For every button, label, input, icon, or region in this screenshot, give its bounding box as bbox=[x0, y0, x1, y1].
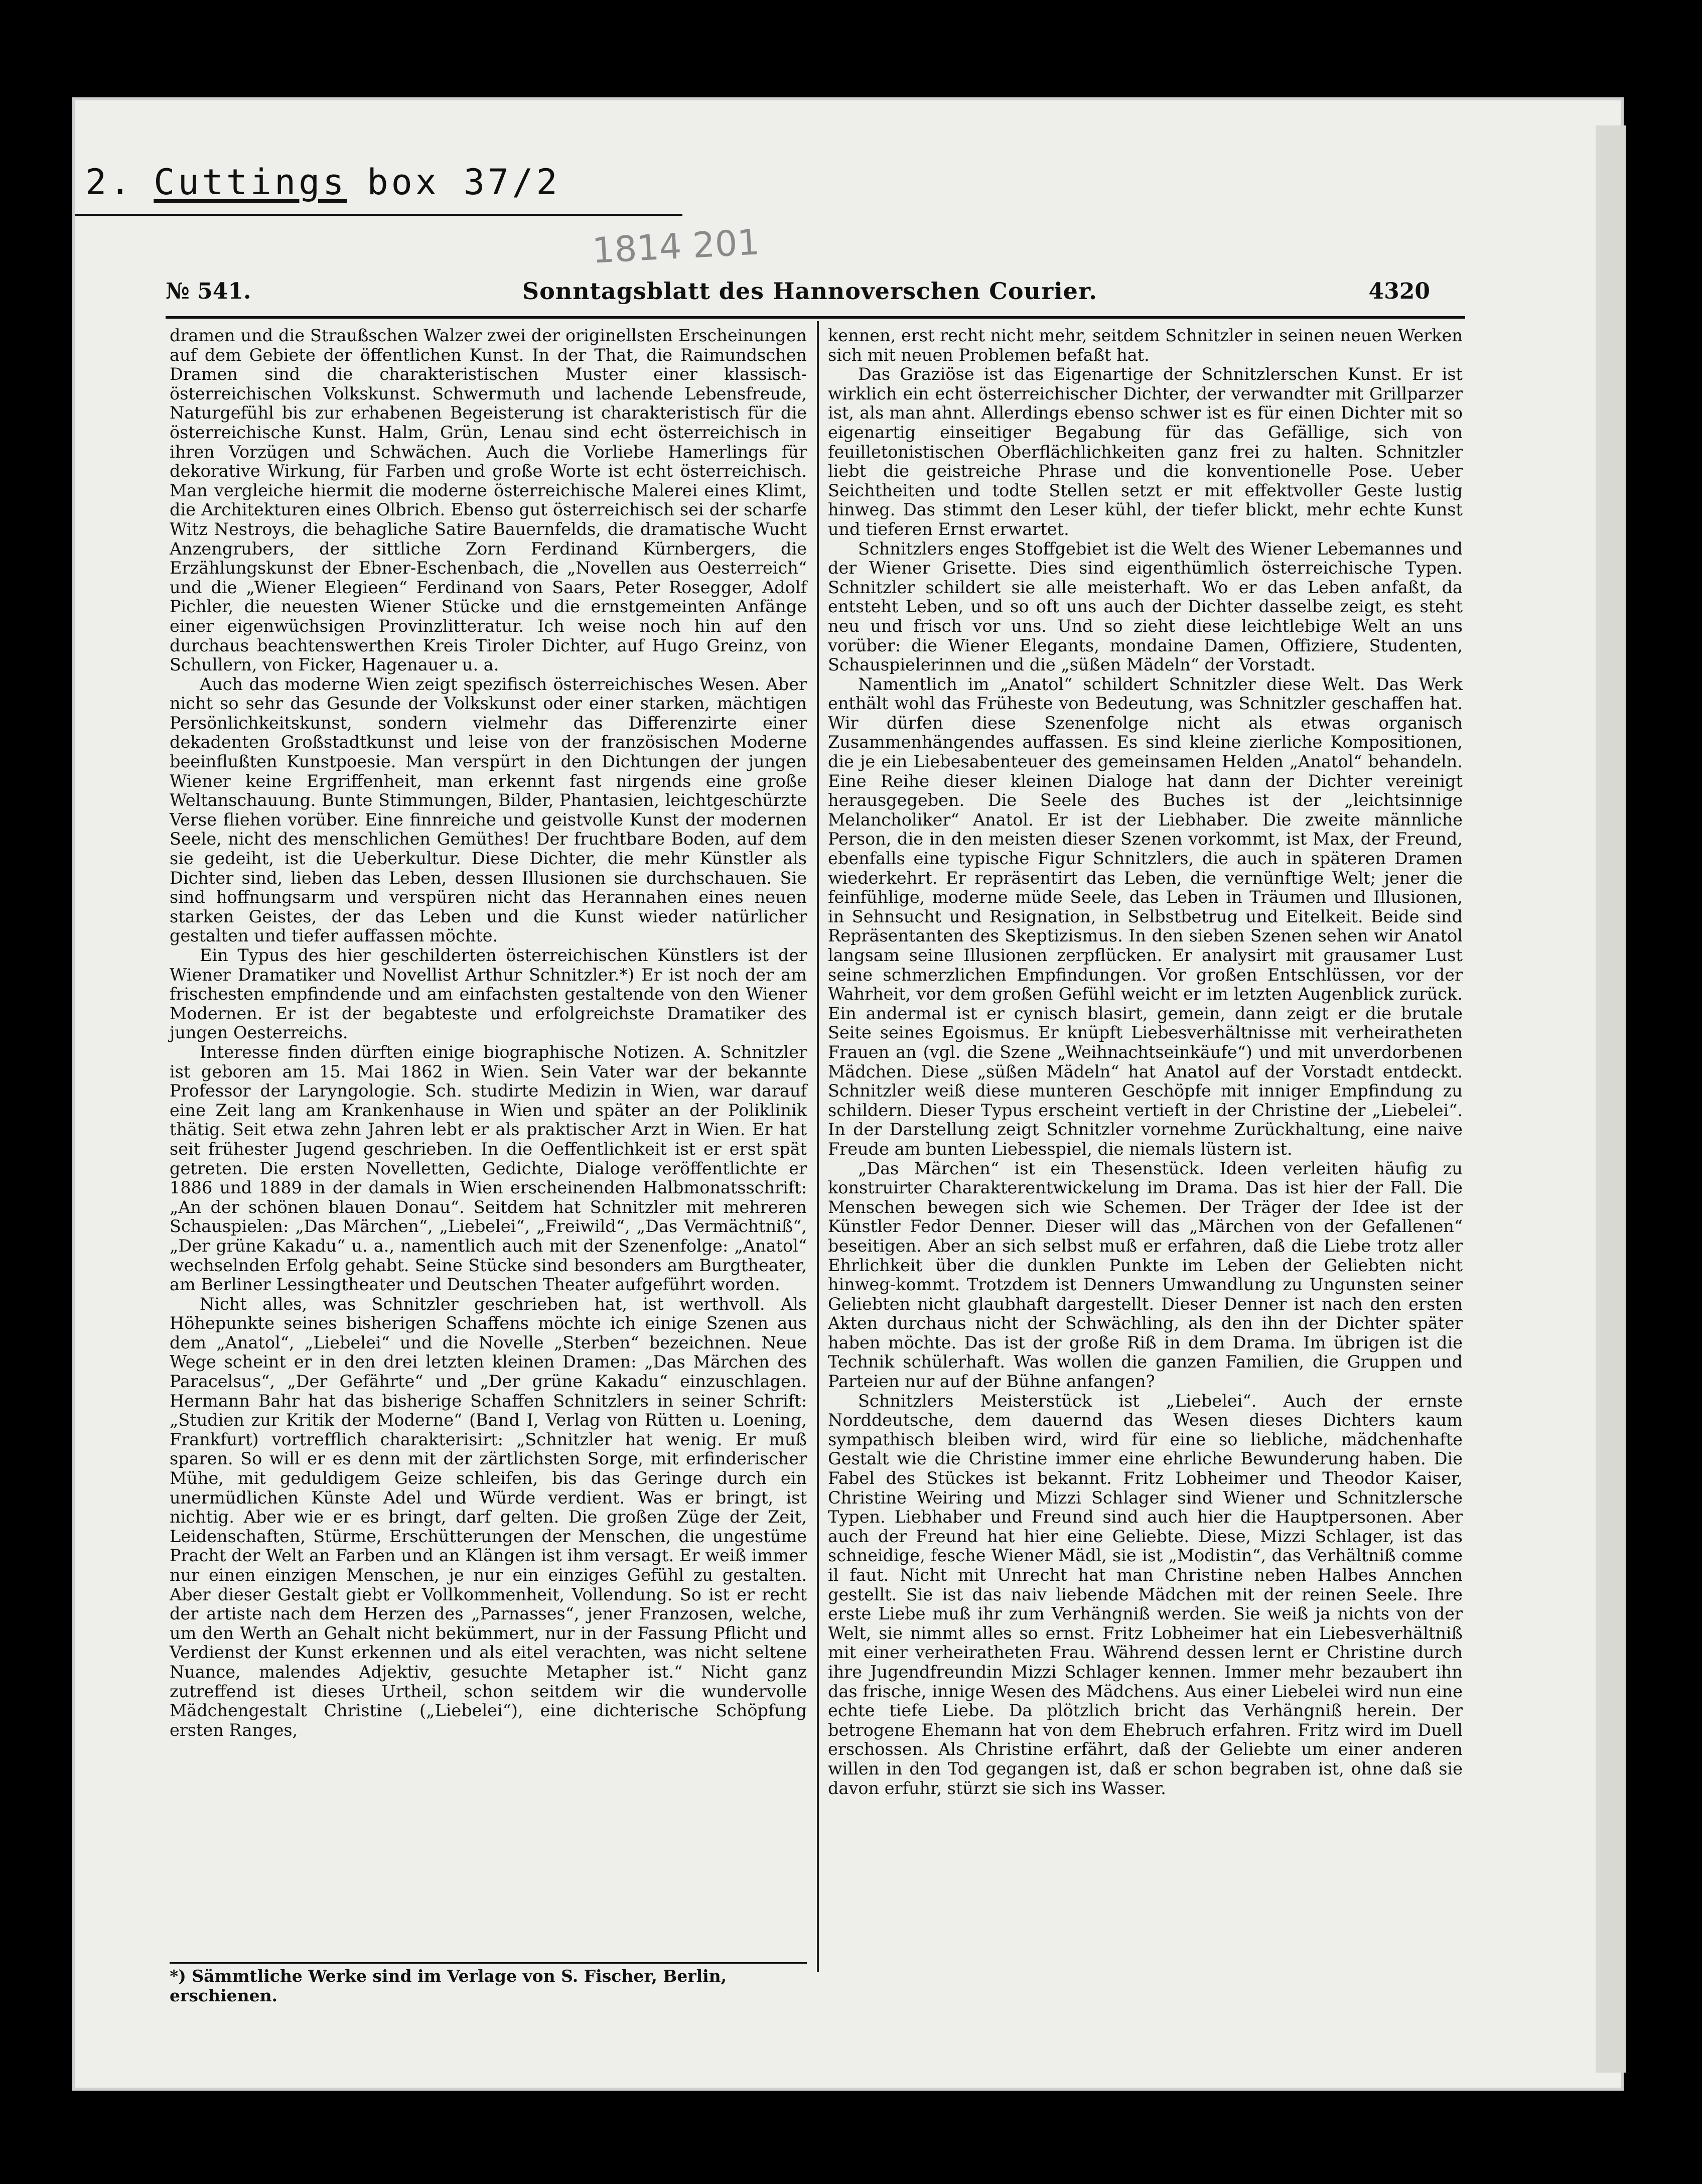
right-column bbox=[828, 326, 1463, 1798]
page-number: 4320 bbox=[1368, 278, 1430, 304]
paragraph: Interesse finden dürften einige biographische Notizen. A. Schnitzler ist geboren am 15. Mai 1862 in Wien. Sein Vater war der bekannte Professor der Laryngologie. Sch. studirte Medizin in Wien, war darauf eine Zeit lang am Krankenhause in Wien und später an der Poliklinik thätig. Seit etwa zehn Jahren lebt er als praktischer Arzt in Wien. Er hat seit frühester Jugend geschrieben. In die Oeffentlichkeit ist er erst spät getreten. Die ersten Novelletten, Gedichte, Dialoge veröffentlichte er 1886 und 1889 in der damals in Wien erscheinenden Halbmonatsschrift: „An der schönen blauen Donau“. Seitdem hat Schnitzler mit mehreren Schauspielen: „Das Märchen“, „Liebelei“, „Freiwild“, „Das Vermächtniß“, „Der grüne Kakadu“ u. a., namentlich auch mit der Szenenfolge: „Anatol“ wechselnden Erfolg gehabt. Seine Stücke sind besonders am Burgtheater, am Berliner Lessingtheater und Deutschen Theater aufgeführt worden. bbox=[170, 1042, 807, 1295]
column-divider bbox=[817, 321, 819, 1972]
footnote-rule bbox=[170, 1962, 807, 1964]
paragraph: Ein Typus des hier geschilderten österreichischen Künstlers ist der Wiener Dramatiker und Novellist Arthur Schnitzler.*) Er ist noch der am frischesten empfindende und am einfachsten gestaltende von den Wiener Modernen. Er ist der begabteste und erfolgreichste Dramatiker des jungen Oesterreichs. bbox=[170, 945, 807, 1043]
paragraph: „Das Märchen“ ist ein Thesenstück. Ideen verleiten häufig zu konstruirter Charakterentwickelung im Drama. Das ist hier der Fall. Die Menschen bewegen sich wie Schemen. Der Träger der Idee ist der Künstler Fedor Denner. Dieser will das „Märchen von der Gefallenen“ beseitigen. Aber an sich selbst muß er erfahren, daß die Liebe trotz aller Ehrlichkeit über die dunklen Punkte im Leben der Geliebten nicht hinweg-kommt. Trotzdem ist Denners Umwandlung zu Ungunsten seiner Geliebten nicht glaubhaft dargestellt. Dieser Denner ist nach den ersten Akten durchaus nicht der Schwächling, als den ihn der Dichter später haben möchte. Das ist der große Riß in dem Drama. Im übrigen ist die Technik schülerhaft. Was wollen die ganzen Familien, die Gruppen und Parteien nur auf der Bühne anfangen? bbox=[828, 1158, 1463, 1392]
left-column bbox=[170, 326, 807, 1740]
paragraph: Namentlich im „Anatol“ schildert Schnitzler diese Welt. Das Werk enthält wohl das Früheste von Bedeutung, was Schnitzler geschaffen hat. Wir dürfen diese Szenenfolge nicht als etwas organisch Zusammenhängendes auffassen. Es sind kleine zierliche Kompositionen, die je ein Liebesabenteuer des gemeinsamen Helden „Anatol“ behandeln. Eine Reihe dieser kleinen Dialoge hat dann der Dichter vereinigt herausgegeben. Die Seele des Buches ist der „leichtsinnige Melancholiker“ Anatol. Er ist der Liebhaber. Die zweite männliche Person, die in den meisten dieser Szenen vorkommt, ist Max, der Freund, ebenfalls eine typische Figur Schnitzlers, die auch in späteren Dramen wiederkehrt. Er repräsentirt das Leben, die vernünftige Welt; jener die feinfühlige, moderne müde Seele, das Leben in Träumen und Illusionen, in Sehnsucht und Resignation, in Selbstbetrug und Eitelkeit. Beide sind Repräsentanten des Skeptizismus. In den sieben Szenen sehen wir Anatol langsam seine Illusionen zerpflücken. Er analysirt mit grausamer Lust seine schmerzlichen Empfindungen. Vor großen Entschlüssen, vor der Wahrheit, vor dem großen Gefühl weicht er im letzten Augenblick zurück. Ein andermal ist er cynisch blasirt, gemein, dann zeigt er die brutale Seite seines Egoismus. Er knüpft Liebesverhältnisse mit verheiratheten Frauen an (vgl. die Szene „Weihnachtseinkäufe“) und mit unverdorbenen Mädchen. Diese „süßen Mädeln“ hat Anatol auf der Vorstadt entdeckt. Schnitzler weiß diese munteren Geschöpfe mit inniger Empfindung zu schildern. Dieser Typus erscheint vertieft in der Christine der „Liebelei“. In der Darstellung zeigt Schnitzler vornehme Zurückhaltung, eine naive Freude am bunten Liebesspiel, die niemals lüstern ist. bbox=[828, 674, 1463, 1159]
handwritten-archive-note: 1814 201 bbox=[591, 221, 761, 271]
paragraph: Nicht alles, was Schnitzler geschrieben hat, ist werthvoll. Als Höhepunkte seines bisherigen Schaffens möchte ich einige Szenen aus dem „Anatol“, „Liebelei“ und die Novelle „Sterben“ bezeichnen. Neue Wege scheint er in den drei letzten kleinen Dramen: „Das Märchen des Paracelsus“, „Der Gefährte“ und „Der grüne Kakadu“ einzuschlagen. Hermann Bahr hat das bisherige Schaffen Schnitzlers in seiner Schrift: „Studien zur Kritik der Moderne“ (Band I, Verlag von Rütten u. Loening, Frankfurt) vortrefflich charakterisirt: „Schnitzler hat wenig. Er muß sparen. So will er es denn mit der zärtlichsten Sorge, mit erfinderischer Mühe, mit geduldigem Geize schleifen, bis das Geringe durch ein unermüdlichen Künste Adel und Würde verdient. Was er bringt, ist nichtig. Aber wie er es bringt, darf gelten. Die großen Züge der Zeit, Leidenschaften, Stürme, Erschütterungen der Menschen, die ungestüme Pracht der Welt an Farben und an Klängen ist ihm versagt. Er weiß immer nur einen einzigen Menschen, je nur ein einziges Gefühl zu gestalten. Aber dieser Gestalt giebt er Vollkommenheit, Vollendung. So ist er recht der artiste nach dem Herzen des „Parnasses“, jener Franzosen, welche, um den Werth an Gehalt nicht bekümmert, nur in der Fassung Pflicht und Verdienst der Kunst erkennen und als eitel verachten, was nicht seltene Nuance, malendes Adjektiv, gesuchte Metapher ist.“ Nicht ganz zutreffend ist dieses Urtheil, schon seitdem wir die wundervolle Mädchengestalt Christine („Liebelei“), eine dichterische Schöpfung ersten Ranges, bbox=[170, 1294, 807, 1740]
archive-label-cuttings: Cuttings bbox=[154, 162, 347, 203]
archive-label-prefix: 2. bbox=[85, 162, 134, 203]
archive-label bbox=[75, 151, 682, 216]
header-rule bbox=[166, 316, 1465, 319]
paragraph: dramen und die Straußschen Walzer zwei der originellsten Erscheinungen auf dem Gebiete der öffentlichen Kunst. In der That, die Raimundschen Dramen sind die charakteristischen Muster einer klassisch-österreichischen Volkskunst. Schwermuth und lachende Lebensfreude, Naturgefühl bis zur erhabenen Begeisterung ist charakteristisch für die österreichische Kunst. Halm, Grün, Lenau sind echt österreichisch in ihren Vorzügen und Schwächen. Auch die Vorliebe Hamerlings für dekorative Wirkung, für Farben und große Worte ist echt österreichisch. Man vergleiche hiermit die moderne österreichische Malerei eines Klimt, die Architekturen eines Olbrich. Ebenso gut österreichisch sei der scharfe Witz Nestroys, die behagliche Satire Bauernfelds, die dramatische Wucht Anzengrubers, der sittliche Zorn Ferdinand Kürnbergers, die Erzählungskunst der Ebner-Eschenbach, die „Novellen aus Oesterreich“ und die „Wiener Elegieen“ Ferdinand von Saars, Peter Rosegger, Adolf Pichler, die neuesten Wiener Stücke und die ernstgemeinten Anfänge einer eigenwüchsigen Provinzlitteratur. Ich weise noch hin auf den durchaus beachtenswerthen Kreis Tiroler Dichter, auf Hugo Greinz, von Schullern, von Ficker, Hagenauer u. a. bbox=[170, 326, 807, 675]
paragraph: Schnitzlers Meisterstück ist „Liebelei“. Auch der ernste Norddeutsche, dem dauernd das Wesen dieses Dichters kaum sympathisch bleiben wird, wird für eine so liebliche, mädchenhafte Gestalt wie die Christine immer eine ehrliche Bewunderung haben. Die Fabel des Stückes ist bekannt. Fritz Lobheimer und Theodor Kaiser, Christine Weiring und Mizzi Schlager sind Wiener und Schnitzlersche Typen. Liebhaber und Freund sind auch hier die Hauptpersonen. Aber auch der Freund hat hier eine Geliebte. Diese, Mizzi Schlager, ist das schneidige, fesche Wiener Mädl, sie ist „Modistin“, das Verhältniß comme il faut. Nicht mit Unrecht hat man Christine neben Halbes Annchen gestellt. Sie ist das naiv liebende Mädchen mit der reinen Seele. Ihre erste Liebe muß ihr zum Verhängniß werden. Sie weiß ja nichts von der Welt, sie nimmt alles so ernst. Fritz Lobheimer hat ein Liebesverhältniß mit einer verheiratheten Frau. Während dessen lernt er Christine durch ihre Jugendfreundin Mizzi Schlager kennen. Immer mehr bezaubert ihn das frische, innige Wesen des Mädchens. Aus einer Liebelei wird nun eine echte tiefe Liebe. Da plötzlich bricht das Verhängniß herein. Der betrogene Ehemann hat von dem Ehebruch erfahren. Fritz wird im Duell erschossen. Als Christine erfährt, daß der Geliebte um einer anderen willen in den Tod gegangen ist, daß er schon begraben ist, ohne daß sie davon erfuhr, stürzt sie sich ins Wasser. bbox=[828, 1391, 1463, 1798]
paragraph: Auch das moderne Wien zeigt spezifisch österreichisches Wesen. Aber nicht so sehr das Gesunde der Volkskunst oder einer starken, mächtigen Persönlichkeitskunst, sondern vielmehr das Differenzirte einer dekadenten Großstadtkunst und leise von der französischen Moderne beeinflußten Kunstpoesie. Man verspürt in den Dichtungen der jungen Wiener keine Ergriffenheit, man erkennt fast nirgends eine große Weltanschauung. Bunte Stimmungen, Bilder, Phantasien, leichtgeschürzte Verse fliehen vorüber. Eine finnreiche und geistvolle Kunst der modernen Seele, nicht des menschlichen Gemüthes! Der fruchtbare Boden, auf dem sie gedeiht, ist die Ueberkultur. Diese Dichter, die mehr Künstler als Dichter sind, lieben das Leben, dessen Illusionen sie durchschauen. Sie sind hoffnungsarm und verspüren nicht das Herannahen eines neuen starken Geistes, der das Leben und die Kunst wieder natürlicher gestalten und tiefer auffassen möchte. bbox=[170, 674, 807, 946]
paragraph: kennen, erst recht nicht mehr, seitdem Schnitzler in seinen neuen Werken sich mit neuen Problemen befaßt hat. bbox=[828, 326, 1463, 365]
paragraph: Schnitzlers enges Stoffgebiet ist die Welt des Wiener Lebemannes und der Wiener Grisette. Dies sind eigenthümlich österreichische Typen. Schnitzler schildert sie alle meisterhaft. Wo er das Leben anfaßt, da entsteht Leben, und so oft uns auch der Dichter dasselbe zeigt, es steht neu und frisch vor uns. Und so zieht diese leichtlebige Welt an uns vorüber: die Wiener Elegants, mondaine Damen, Offiziere, Studenten, Schauspielerinnen und die „süßen Mädeln“ der Vorstadt. bbox=[828, 538, 1463, 675]
masthead: Sonntagsblatt des Hannoverschen Courier. bbox=[522, 278, 1097, 305]
footnote: *) Sämmtliche Werke sind im Verlage von S. Fischer, Berlin, erschienen. bbox=[170, 1966, 727, 2005]
paragraph: Das Graziöse ist das Eigenartige der Schnitzlerschen Kunst. Er ist wirklich ein echt österreichischer Dichter, der verwandter mit Grillparzer ist, als man ahnt. Allerdings ebenso schwer ist es für einen Dichter mit so eigenartig einseitiger Begabung für das Gefällige, sich von feuilletonistischen Oberflächlichkeiten ganz frei zu halten. Schnitzler liebt die geistreiche Phrase und die konventionelle Pose. Ueber Seichtheiten und todte Stellen setzt er mit effektvoller Geste lustig hinweg. Das stimmt den Leser kühl, der tiefer blickt, mehr echte Kunst und tieferen Ernst erwartet. bbox=[828, 364, 1463, 539]
newspaper-header bbox=[166, 274, 1430, 309]
issue-number: № 541. bbox=[166, 278, 251, 304]
sheet-edge bbox=[1596, 125, 1626, 2073]
archive-label-box: box 37/2 bbox=[367, 162, 560, 203]
